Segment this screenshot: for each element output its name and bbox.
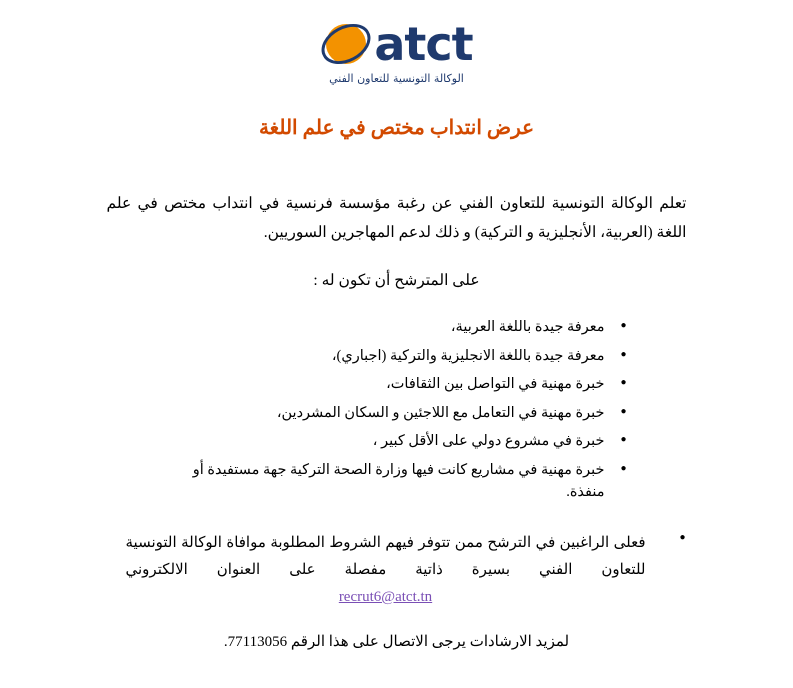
list-item: ● معرفة جيدة باللغة الانجليزية والتركية (اجباري)، (167, 345, 627, 367)
atct-globe-icon (320, 18, 372, 70)
closing-block (126, 530, 668, 606)
document-body (77, 140, 717, 651)
intro-paragraph: تعلم الوكالة التونسية للتعاون الفني عن رغبة مؤسسة فرنسية في انتداب مختص في علم اللغة (العربية، الأنجليزية و التركية) و ذلك لدعم المهاجرين السوريين. (106, 195, 687, 241)
list-item: ● خبرة مهنية في التواصل بين الثقافات، (167, 373, 627, 395)
logo-wordmark: atct (374, 17, 473, 71)
list-item: ● معرفة جيدة باللغة العربية، (167, 316, 627, 338)
list-item: ● خبرة مهنية في مشاريع كانت فيها وزارة الصحة التركية جهة مستفيدة أو منفذة. (167, 459, 627, 504)
logo-block (0, 0, 793, 85)
page-title: عرض انتداب مختص في علم اللغة (258, 117, 535, 139)
email-line (126, 588, 646, 606)
logo-subtitle: الوكالة التونسية للتعاون الفني (329, 72, 464, 85)
requirements-lead: على المترشح أن تكون له : (313, 272, 480, 290)
contact-email-link[interactable]: recrut6@atct.tn (338, 588, 433, 605)
closing-paragraph: ● فعلى الراغبين في الترشح ممن تتوفر فيهم الشروط المطلوبة موافاة الوكالة التونسية للتعاون الفني بسيرة ذاتية مفصلة على العنوان الالكتروني (125, 534, 646, 578)
list-item: ● خبرة مهنية في التعامل مع اللاجئين و السكان المشردين، (167, 402, 627, 424)
list-item: ● خبرة في مشروع دولي على الأقل كبير ، (167, 430, 627, 452)
requirements-list (167, 316, 627, 503)
logo-row (320, 18, 472, 70)
footer-contact-line: لمزيد الارشادات يرجى الاتصال على هذا الرقم 77113056. (223, 633, 570, 650)
